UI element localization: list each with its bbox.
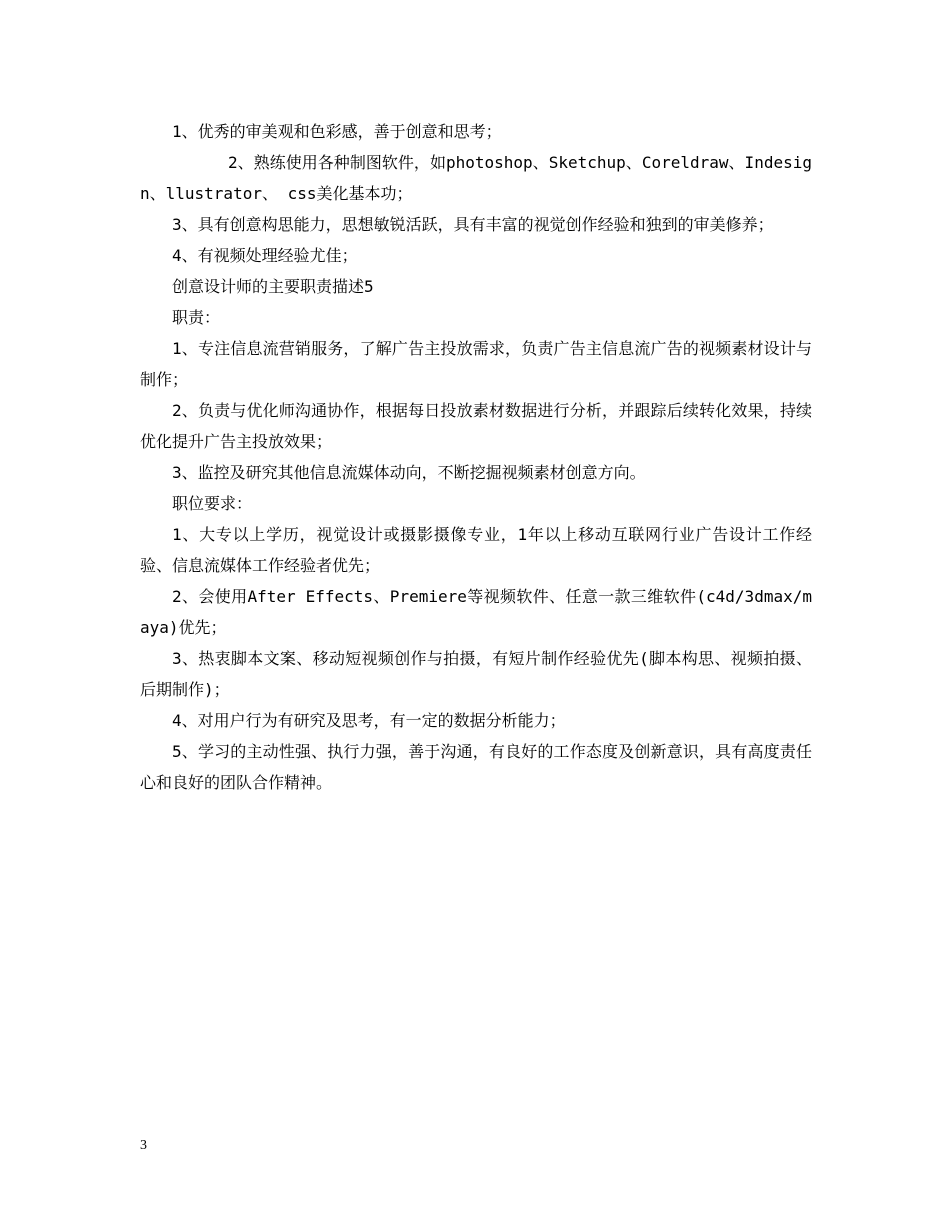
document-body	[140, 116, 812, 798]
paragraph-requirement-3: 3、具有创意构思能力，思想敏锐活跃，具有丰富的视觉创作经验和独到的审美修养；	[172, 215, 774, 234]
paragraph-job-req-2: 2、会使用After Effects、Premiere等视频软件、任意一款三维软件(c4d/3dmax/maya)优先；	[140, 587, 812, 637]
paragraph-job-req-4: 4、对用户行为有研究及思考，有一定的数据分析能力；	[172, 711, 566, 730]
paragraph-duty-3: 3、监控及研究其他信息流媒体动向，不断挖掘视频素材创意方向。	[172, 463, 646, 482]
paragraph-requirement-4: 4、有视频处理经验尤佳；	[172, 246, 358, 265]
paragraph-job-req-5: 5、学习的主动性强、执行力强，善于沟通，有良好的工作态度及创新意识，具有高度责任心和良好的团队合作精神。	[140, 742, 812, 792]
job-requirements-heading: 职位要求：	[172, 494, 253, 513]
paragraph-job-req-1: 1、大专以上学历，视觉设计或摄影摄像专业，1年以上移动互联网行业广告设计工作经验、信息流媒体工作经验者优先；	[140, 525, 812, 575]
paragraph-requirement-1: 1、优秀的审美观和色彩感，善于创意和思考；	[172, 122, 502, 141]
paragraph-requirement-2: 2、熟练使用各种制图软件，如photoshop、Sketchup、Coreldraw、Indesign、llustrator、 css美化基本功；	[140, 153, 812, 203]
duties-heading: 职责：	[172, 308, 221, 327]
paragraph-job-req-3: 3、热衷脚本文案、移动短视频创作与拍摄，有短片制作经验优先(脚本构思、视频拍摄、后期制作)；	[140, 649, 812, 699]
paragraph-duty-2: 2、负责与优化师沟通协作，根据每日投放素材数据进行分析，并跟踪后续转化效果，持续优化提升广告主投放效果；	[140, 401, 812, 451]
paragraph-duty-1: 1、专注信息流营销服务，了解广告主投放需求，负责广告主信息流广告的视频素材设计与制作；	[140, 339, 812, 389]
page-number: 3	[140, 1138, 147, 1153]
section-heading: 创意设计师的主要职责描述5	[172, 277, 374, 296]
